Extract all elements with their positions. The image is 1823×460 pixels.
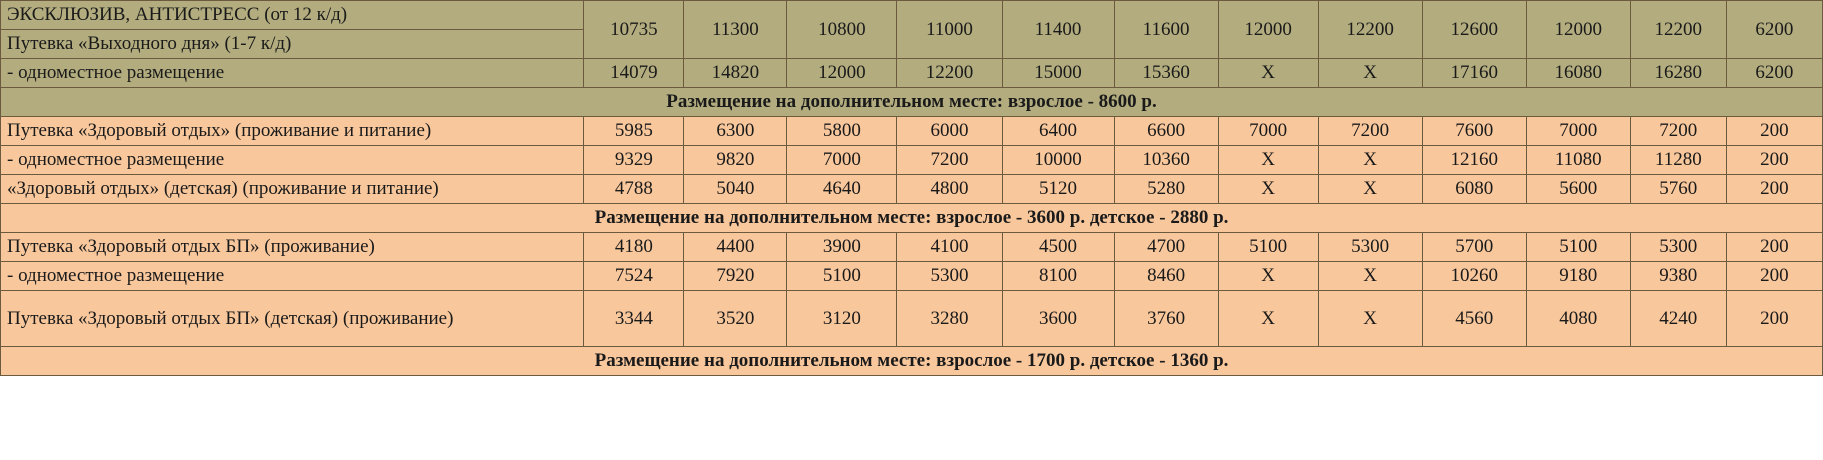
- section-label: Размещение на дополнительном месте: взрослое - 3600 р. детское - 2880 р.: [1, 204, 1823, 233]
- row-value: 12200: [1318, 1, 1422, 59]
- row-value: 4180: [584, 233, 684, 262]
- row-value: 4560: [1422, 291, 1526, 347]
- row-value: 3760: [1114, 291, 1218, 347]
- table-row: [1, 146, 1823, 175]
- section-row: [1, 88, 1823, 117]
- table-row: [1, 262, 1823, 291]
- row-value: 7920: [684, 262, 787, 291]
- table-row: [1, 117, 1823, 146]
- table-row: [1, 59, 1823, 88]
- row-value: 7000: [787, 146, 897, 175]
- row-value: 11000: [897, 1, 1002, 59]
- row-value: 5100: [1526, 233, 1630, 262]
- row-value: X: [1318, 175, 1422, 204]
- row-value: 8100: [1002, 262, 1114, 291]
- row-value: 7000: [1218, 117, 1318, 146]
- row-value: 4788: [584, 175, 684, 204]
- row-value: 10260: [1422, 262, 1526, 291]
- row-value: 10360: [1114, 146, 1218, 175]
- row-value: 15360: [1114, 59, 1218, 88]
- row-value: 5120: [1002, 175, 1114, 204]
- row-value: 5040: [684, 175, 787, 204]
- row-value: 12000: [1218, 1, 1318, 59]
- row-label: - одноместное размещение: [1, 59, 584, 88]
- row-value: 5800: [787, 117, 897, 146]
- row-value: 7200: [897, 146, 1002, 175]
- row-value: 6080: [1422, 175, 1526, 204]
- row-value: 200: [1726, 291, 1822, 347]
- row-value: 6300: [684, 117, 787, 146]
- row-value: 7200: [1630, 117, 1726, 146]
- row-label: «Здоровый отдых» (детская) (проживание и питание): [1, 175, 584, 204]
- row-value: 14820: [684, 59, 787, 88]
- row-label: - одноместное размещение: [1, 262, 584, 291]
- row-value: 9820: [684, 146, 787, 175]
- table-row: [1, 1, 1823, 30]
- row-value: 6200: [1726, 59, 1822, 88]
- row-value: 11400: [1002, 1, 1114, 59]
- row-value: 11280: [1630, 146, 1726, 175]
- table-row: [1, 233, 1823, 262]
- row-value: X: [1218, 146, 1318, 175]
- row-value: X: [1318, 262, 1422, 291]
- row-value: 16080: [1526, 59, 1630, 88]
- row-value: 12160: [1422, 146, 1526, 175]
- row-value: 14079: [584, 59, 684, 88]
- row-label: Путевка «Здоровый отдых БП» (детская) (проживание): [1, 291, 584, 347]
- row-value: 9380: [1630, 262, 1726, 291]
- row-value: 3120: [787, 291, 897, 347]
- section-row: [1, 347, 1823, 376]
- row-value: 5100: [787, 262, 897, 291]
- row-value: 10735: [584, 1, 684, 59]
- price-table-body: [1, 1, 1823, 376]
- row-value: 3344: [584, 291, 684, 347]
- row-value: 11300: [684, 1, 787, 59]
- row-value: 3520: [684, 291, 787, 347]
- section-label: Размещение на дополнительном месте: взрослое - 1700 р. детское - 1360 р.: [1, 347, 1823, 376]
- row-value: 5280: [1114, 175, 1218, 204]
- row-value: 7000: [1526, 117, 1630, 146]
- row-value: 10000: [1002, 146, 1114, 175]
- row-label: Путевка «Здоровый отдых» (проживание и питание): [1, 117, 584, 146]
- row-value: X: [1218, 262, 1318, 291]
- row-value: 9180: [1526, 262, 1630, 291]
- row-value: 4100: [897, 233, 1002, 262]
- table-row: [1, 291, 1823, 347]
- row-value: X: [1318, 291, 1422, 347]
- row-value: X: [1318, 59, 1422, 88]
- row-value: 7200: [1318, 117, 1422, 146]
- row-value: 200: [1726, 117, 1822, 146]
- row-label: - одноместное размещение: [1, 146, 584, 175]
- row-value: 200: [1726, 262, 1822, 291]
- row-value: 5100: [1218, 233, 1318, 262]
- row-value: 12600: [1422, 1, 1526, 59]
- row-value: 12000: [787, 59, 897, 88]
- row-value: X: [1218, 59, 1318, 88]
- row-value: 10800: [787, 1, 897, 59]
- row-value: X: [1218, 175, 1318, 204]
- row-value: 200: [1726, 233, 1822, 262]
- row-value: 5300: [1630, 233, 1726, 262]
- row-value: 15000: [1002, 59, 1114, 88]
- row-value: 200: [1726, 175, 1822, 204]
- row-value: 7600: [1422, 117, 1526, 146]
- row-value: 4240: [1630, 291, 1726, 347]
- row-value: 3600: [1002, 291, 1114, 347]
- row-value: 4400: [684, 233, 787, 262]
- row-value: 4500: [1002, 233, 1114, 262]
- row-value: 3280: [897, 291, 1002, 347]
- row-value: 12000: [1526, 1, 1630, 59]
- row-value: 9329: [584, 146, 684, 175]
- section-row: [1, 204, 1823, 233]
- row-value: 16280: [1630, 59, 1726, 88]
- row-value: X: [1318, 146, 1422, 175]
- row-label: Путевка «Выходного дня» (1-7 к/д): [1, 30, 584, 59]
- row-value: 17160: [1422, 59, 1526, 88]
- row-value: 11600: [1114, 1, 1218, 59]
- row-value: 7524: [584, 262, 684, 291]
- row-value: 5760: [1630, 175, 1726, 204]
- row-value: 11080: [1526, 146, 1630, 175]
- row-label: ЭКСКЛЮЗИВ, АНТИСТРЕСС (от 12 к/д): [1, 1, 584, 30]
- row-value: 12200: [897, 59, 1002, 88]
- row-value: 3900: [787, 233, 897, 262]
- row-value: 12200: [1630, 1, 1726, 59]
- row-value: 5700: [1422, 233, 1526, 262]
- row-value: 5600: [1526, 175, 1630, 204]
- row-value: 5985: [584, 117, 684, 146]
- section-label: Размещение на дополнительном месте: взрослое - 8600 р.: [1, 88, 1823, 117]
- row-value: 5300: [897, 262, 1002, 291]
- row-value: 4640: [787, 175, 897, 204]
- row-value: 6000: [897, 117, 1002, 146]
- row-value: 5300: [1318, 233, 1422, 262]
- row-value: 6600: [1114, 117, 1218, 146]
- table-row: [1, 175, 1823, 204]
- row-value: 200: [1726, 146, 1822, 175]
- row-value: 8460: [1114, 262, 1218, 291]
- row-value: 4700: [1114, 233, 1218, 262]
- row-label: Путевка «Здоровый отдых БП» (проживание): [1, 233, 584, 262]
- row-value: 6400: [1002, 117, 1114, 146]
- row-value: 4080: [1526, 291, 1630, 347]
- row-value: X: [1218, 291, 1318, 347]
- row-value: 6200: [1726, 1, 1822, 59]
- row-value: 4800: [897, 175, 1002, 204]
